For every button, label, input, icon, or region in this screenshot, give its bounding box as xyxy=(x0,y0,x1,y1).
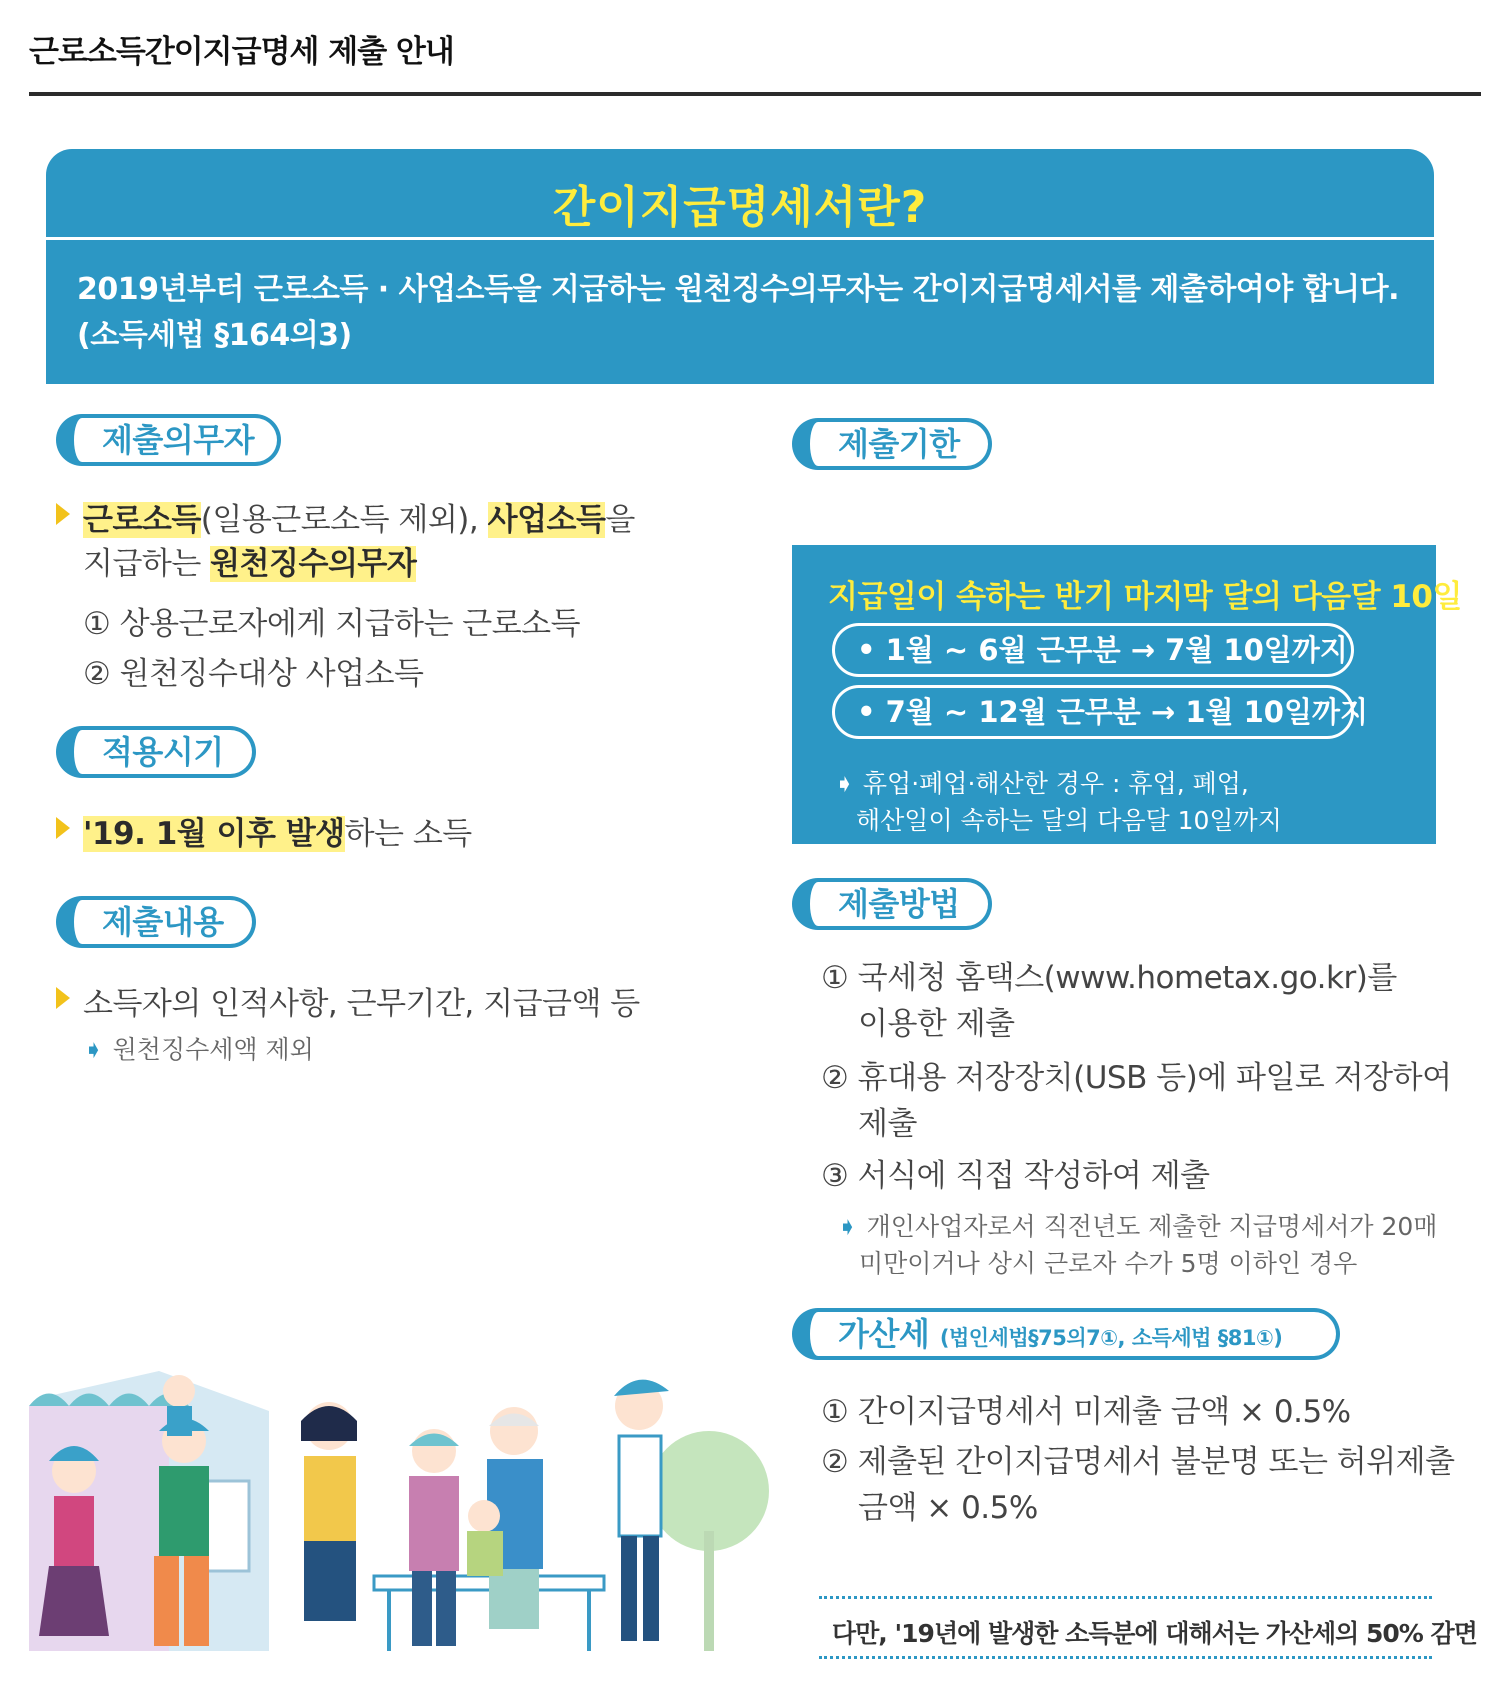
method-note-2: 미만이거나 상시 근로자 수가 5명 이하인 경우 xyxy=(859,1249,1358,1278)
obligor-text-1: (일용근로소득 제외), xyxy=(200,502,479,538)
highlight-earned-income: 근로소득 xyxy=(83,502,201,538)
info-poster xyxy=(29,146,1477,1666)
content-note-text: 원천징수세액 제외 xyxy=(112,1035,314,1064)
penalty-item-2a: ② 제출된 간이지급명세서 불분명 또는 허위제출 xyxy=(821,1444,1455,1480)
obligor-text-3: 지급하는 xyxy=(83,546,201,582)
deadline-note-1-text: 휴업·폐업·해산한 경우 : 휴업, 폐업, xyxy=(862,769,1249,798)
bullet-icon xyxy=(56,987,70,1009)
deadline-note xyxy=(834,765,1282,839)
penalty-tag-law: (법인세법§75의7①, 소득세법 §81①) xyxy=(939,1326,1283,1350)
method-note-1 xyxy=(837,1208,1437,1245)
deadline-pill-1: • 1월 ~ 6월 근무분 → 7월 10일까지 xyxy=(832,623,1354,677)
obligor-text-2: 을 xyxy=(605,502,635,538)
obligor-line-2 xyxy=(83,538,416,583)
deadline-box xyxy=(792,545,1462,844)
highlight-business-income: 사업소득 xyxy=(487,502,606,538)
tag-deadline: 제출기한 xyxy=(792,418,992,470)
dotted-divider-top xyxy=(819,1596,1432,1599)
intro-banner xyxy=(46,149,1434,384)
content-line: 소득자의 인적사항, 근무기간, 지급금액 등 xyxy=(83,986,640,1022)
banner-line-2: (소득세법 §164의3) xyxy=(77,318,352,353)
penalty-item-2b: 금액 × 0.5% xyxy=(858,1490,1038,1526)
arrow-icon: ➧ xyxy=(837,1212,867,1241)
highlight-withholding-agent: 원천징수의무자 xyxy=(210,546,417,582)
method-item-1b: 이용한 제출 xyxy=(858,1006,1015,1042)
method-item-2b: 제출 xyxy=(858,1106,917,1142)
penalty-tag-title: 가산세 xyxy=(838,1315,930,1353)
penalty-footnote: 다만, '19년에 발생한 소득분에 대해서는 가산세의 50% 감면 xyxy=(832,1619,1477,1648)
tag-penalty xyxy=(792,1308,1340,1360)
tag-period: 적용시기 xyxy=(56,726,256,778)
dotted-divider-bottom xyxy=(819,1656,1432,1659)
people-illustration xyxy=(29,1351,789,1666)
obligor-item-1: ① 상용근로자에게 지급하는 근로소득 xyxy=(83,606,581,642)
title-divider xyxy=(29,92,1481,96)
deadline-note-2: 해산일이 속하는 달의 다음달 10일까지 xyxy=(856,806,1282,835)
obligor-line-1 xyxy=(83,494,635,539)
arrow-icon: ➧ xyxy=(834,769,863,798)
deadline-pill-2: • 7월 ~ 12월 근무분 → 1월 10일까지 xyxy=(832,685,1354,739)
page-title: 근로소득간이지급명세 제출 안내 xyxy=(29,34,454,70)
tag-method: 제출방법 xyxy=(792,878,992,930)
penalty-item-1: ① 간이지급명세서 미제출 금액 × 0.5% xyxy=(821,1394,1351,1430)
banner-divider xyxy=(46,237,1434,240)
method-item-1a: ① 국세청 홈택스(www.hometax.go.kr)를 xyxy=(821,960,1397,996)
highlight-period: '19. 1월 이후 발생 xyxy=(83,816,345,852)
method-note-1-text: 개인사업자로서 직전년도 제출한 지급명세서가 20매 xyxy=(866,1212,1438,1241)
content-note xyxy=(83,1030,314,1066)
banner-line-1: 2019년부터 근로소득 · 사업소득을 지급하는 원천징수의무자는 간이지급명세서를 제출하여야 합니다. xyxy=(77,272,1400,307)
obligor-item-2: ② 원천징수대상 사업소득 xyxy=(83,656,424,692)
deadline-note-1 xyxy=(834,765,1282,802)
banner-text xyxy=(77,267,1417,359)
period-line xyxy=(83,808,472,853)
tag-content: 제출내용 xyxy=(56,896,256,948)
method-item-2a: ② 휴대용 저장장치(USB 등)에 파일로 저장하여 xyxy=(821,1060,1452,1096)
bullet-icon xyxy=(56,817,70,839)
tag-obligor: 제출의무자 xyxy=(56,414,281,466)
period-text: 하는 소득 xyxy=(344,816,472,852)
arrow-icon: ➧ xyxy=(83,1035,113,1064)
deadline-head: 지급일이 속하는 반기 마지막 달의 다음달 10일 xyxy=(828,579,1462,615)
method-item-3: ③ 서식에 직접 작성하여 제출 xyxy=(821,1158,1210,1194)
bullet-icon xyxy=(56,503,70,525)
banner-title: 간이지급명세서란? xyxy=(552,182,928,233)
method-note xyxy=(837,1208,1437,1282)
